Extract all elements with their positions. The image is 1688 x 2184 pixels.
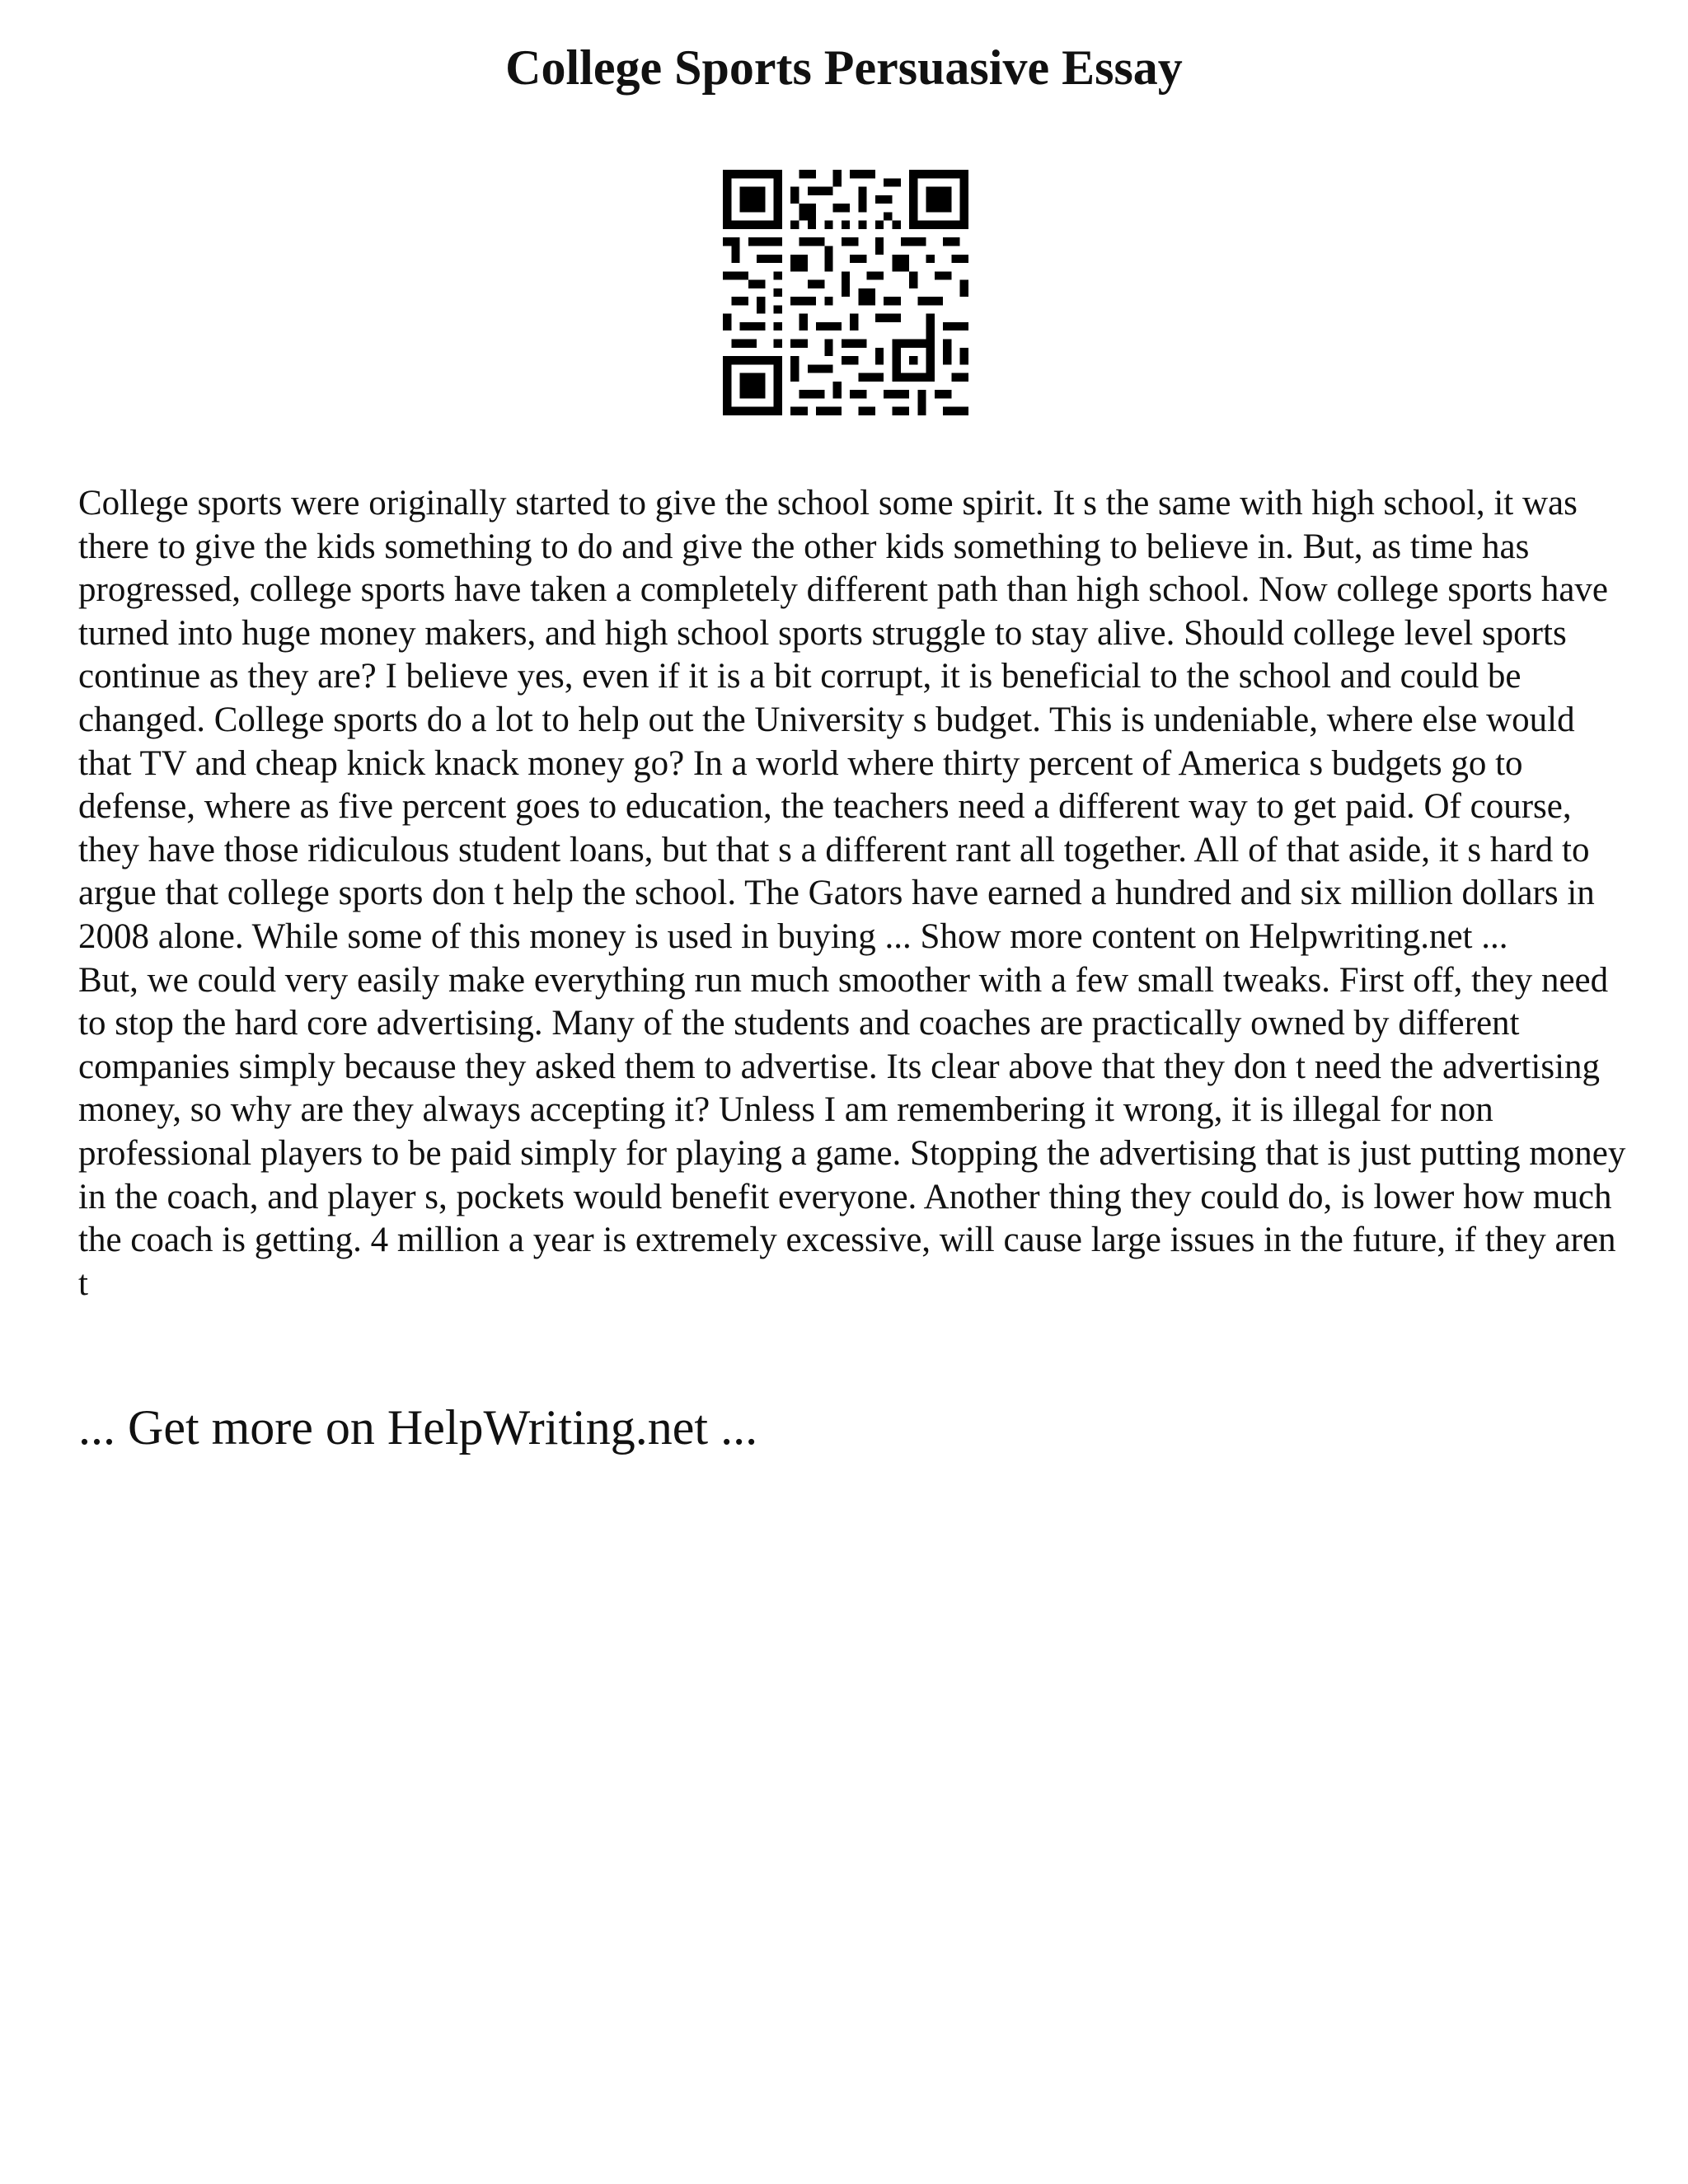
essay-paragraph-2: But, we could very easily make everything run much smoother with a few small tweaks. First off, they need to stop the hard core advertising. Many of the students and coaches are practically owned by different companies simply because they asked them to advertise. Its clear above that they don t need the advertising money, so why are they always accepting it? Unless I am remembering it wrong, it is illegal for non professional players to be paid simply for playing a game. Stopping the advertising that is just putting money in the coach, and player s, pockets would benefit everyone. Another thing they could do, is lower how much the coach is getting. 4 million a year is extremely excessive, will cause large issues in the future, if they aren t — [78, 960, 1626, 1303]
essay-paragraph-1: College sports were originally started to give the school some spirit. It s the same with high school, it was there to give the kids something to do and give the other kids something to believe in. But, as time has progressed, college sports have taken a completely different path than high school. Now college sports have turned into huge money makers, and high school sports struggle to stay alive. Should college level sports continue as they are? I believe yes, even if it is a bit corrupt, it is beneficial to the school and could be changed. College sports do a lot to help out the University s budget. This is undeniable, where else would that TV and cheap knick knack money go? In a world where thirty percent of America s budgets go to defense, where as five percent goes to education, the teachers need a different way to get paid. Of course, they have those ridiculous student loans, but that s a different rant all together. All of that aside, it s hard to argue that college sports don t help the school. The Gators have earned a hundred and six million dollars in 2008 alone. While some of this money is used in buying ... Show more content on Helpwriting.net ... — [78, 484, 1609, 956]
document-title: College Sports Persuasive Essay — [505, 40, 1183, 95]
get-more-link[interactable]: ... Get more on HelpWriting.net ... — [78, 1400, 758, 1455]
essay-body — [78, 482, 1628, 1305]
qr-code-icon — [723, 170, 968, 415]
